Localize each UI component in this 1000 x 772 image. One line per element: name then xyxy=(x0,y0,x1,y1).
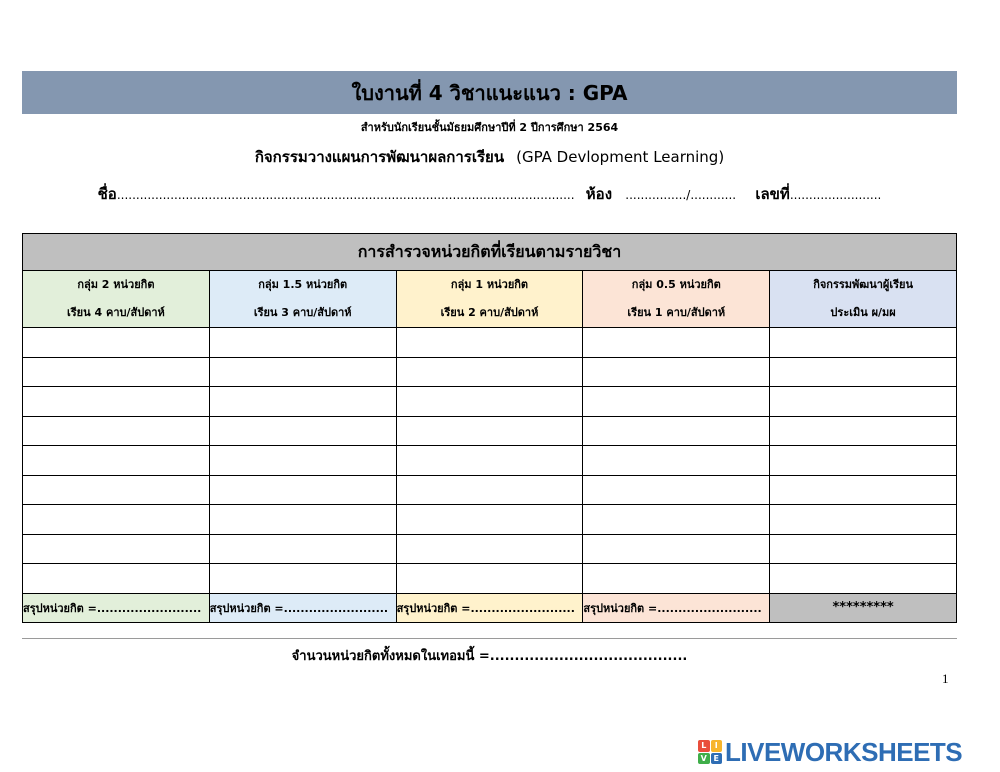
number-field[interactable]: ........................ xyxy=(789,188,882,202)
answer-cell[interactable] xyxy=(209,505,396,535)
liveworksheets-logo xyxy=(698,736,962,768)
answer-cell[interactable] xyxy=(23,446,210,476)
answer-cell[interactable] xyxy=(209,328,396,358)
answer-cell[interactable] xyxy=(396,505,583,535)
worksheet-subtitle: สำหรับนักเรียนชั้นมัธยมศึกษาปีที่ 2 ปีการศึกษา 2564 xyxy=(360,121,619,134)
answer-cell[interactable] xyxy=(23,416,210,446)
answer-cell[interactable] xyxy=(209,564,396,594)
table-row xyxy=(23,564,957,594)
summary-2-credit[interactable]: สรุปหน่วยกิต =......................... xyxy=(23,593,210,622)
group-header-0-5-credit: กลุ่ม 0.5 หน่วยกิต เรียน 1 คาบ/สัปดาห์ xyxy=(583,271,770,328)
total-credits-line[interactable]: จำนวนหน่วยกิตทั้งหมดในเทอมนี้ =........................................ xyxy=(291,649,688,664)
table-row xyxy=(23,328,957,358)
room-field[interactable]: ................/............ xyxy=(625,188,737,202)
table-row xyxy=(23,387,957,417)
answer-cell[interactable] xyxy=(583,564,770,594)
table-row xyxy=(23,505,957,535)
summary-1-5-credit[interactable]: สรุปหน่วยกิต =......................... xyxy=(209,593,396,622)
answer-cell[interactable] xyxy=(23,387,210,417)
answer-cell[interactable] xyxy=(770,475,957,505)
answer-cell[interactable] xyxy=(583,475,770,505)
answer-cell[interactable] xyxy=(770,328,957,358)
table-row xyxy=(23,446,957,476)
student-info-line xyxy=(22,182,957,206)
group-header-1-credit: กลุ่ม 1 หน่วยกิต เรียน 2 คาบ/สัปดาห์ xyxy=(396,271,583,328)
answer-cell[interactable] xyxy=(583,446,770,476)
name-label: ชื่อ xyxy=(97,185,117,203)
table-row xyxy=(23,416,957,446)
room-label: ห้อง xyxy=(585,185,613,203)
answer-cell[interactable] xyxy=(583,328,770,358)
answer-cell[interactable] xyxy=(770,416,957,446)
logo-text: LIVEWORKSHEETS xyxy=(725,736,963,767)
name-field[interactable]: ........................................................................................................................ xyxy=(116,188,575,202)
answer-cell[interactable] xyxy=(770,564,957,594)
answer-cell[interactable] xyxy=(396,357,583,387)
answer-cell[interactable] xyxy=(583,357,770,387)
answer-cell[interactable] xyxy=(770,534,957,564)
answer-cell[interactable] xyxy=(770,357,957,387)
answer-cell[interactable] xyxy=(209,534,396,564)
answer-cell[interactable] xyxy=(396,564,583,594)
credit-survey-table xyxy=(22,233,957,623)
group-header-row xyxy=(23,271,957,328)
liveworksheets-logo-icon: L I V E xyxy=(698,740,722,764)
answer-cell[interactable] xyxy=(396,475,583,505)
table-row xyxy=(23,475,957,505)
activity-english: (GPA Devlopment Learning) xyxy=(516,148,725,166)
number-label: เลขที่ xyxy=(755,185,790,203)
answer-cell[interactable] xyxy=(583,416,770,446)
answer-cell[interactable] xyxy=(209,446,396,476)
answer-cell[interactable] xyxy=(209,357,396,387)
worksheet-title: ใบงานที่ 4 วิชาแนะแนว : GPA xyxy=(22,71,957,114)
answer-cell[interactable] xyxy=(396,416,583,446)
activity-heading xyxy=(22,145,957,169)
answer-cell[interactable] xyxy=(23,564,210,594)
answer-cell[interactable] xyxy=(396,328,583,358)
table-row xyxy=(23,357,957,387)
answer-cell[interactable] xyxy=(396,534,583,564)
answer-cell[interactable] xyxy=(770,505,957,535)
answer-cell[interactable] xyxy=(209,416,396,446)
summary-activity-stars: ********* xyxy=(770,593,957,622)
divider-line xyxy=(22,638,957,639)
answer-cell[interactable] xyxy=(583,534,770,564)
answer-cell[interactable] xyxy=(209,475,396,505)
summary-1-credit[interactable]: สรุปหน่วยกิต =......................... xyxy=(396,593,583,622)
activity-thai: กิจกรรมวางแผนการพัฒนาผลการเรียน xyxy=(254,148,505,166)
answer-cell[interactable] xyxy=(23,328,210,358)
answer-cell[interactable] xyxy=(583,387,770,417)
answer-cell[interactable] xyxy=(23,357,210,387)
answer-cell[interactable] xyxy=(209,387,396,417)
answer-cell[interactable] xyxy=(23,534,210,564)
summary-0-5-credit[interactable]: สรุปหน่วยกิต =......................... xyxy=(583,593,770,622)
answer-cell[interactable] xyxy=(23,475,210,505)
answer-cell[interactable] xyxy=(770,387,957,417)
group-header-2-credit: กลุ่ม 2 หน่วยกิต เรียน 4 คาบ/สัปดาห์ xyxy=(23,271,210,328)
group-header-activity: กิจกรรมพัฒนาผู้เรียน ประเมิน ผ/มผ xyxy=(770,271,957,328)
summary-row xyxy=(23,593,957,622)
survey-heading: การสำรวจหน่วยกิตที่เรียนตามรายวิชา xyxy=(23,234,957,271)
answer-cell[interactable] xyxy=(770,446,957,476)
table-row xyxy=(23,534,957,564)
answer-cell[interactable] xyxy=(396,446,583,476)
group-header-1-5-credit: กลุ่ม 1.5 หน่วยกิต เรียน 3 คาบ/สัปดาห์ xyxy=(209,271,396,328)
answer-cell[interactable] xyxy=(583,505,770,535)
page-number: 1 xyxy=(942,671,949,686)
answer-cell[interactable] xyxy=(23,505,210,535)
answer-cell[interactable] xyxy=(396,387,583,417)
